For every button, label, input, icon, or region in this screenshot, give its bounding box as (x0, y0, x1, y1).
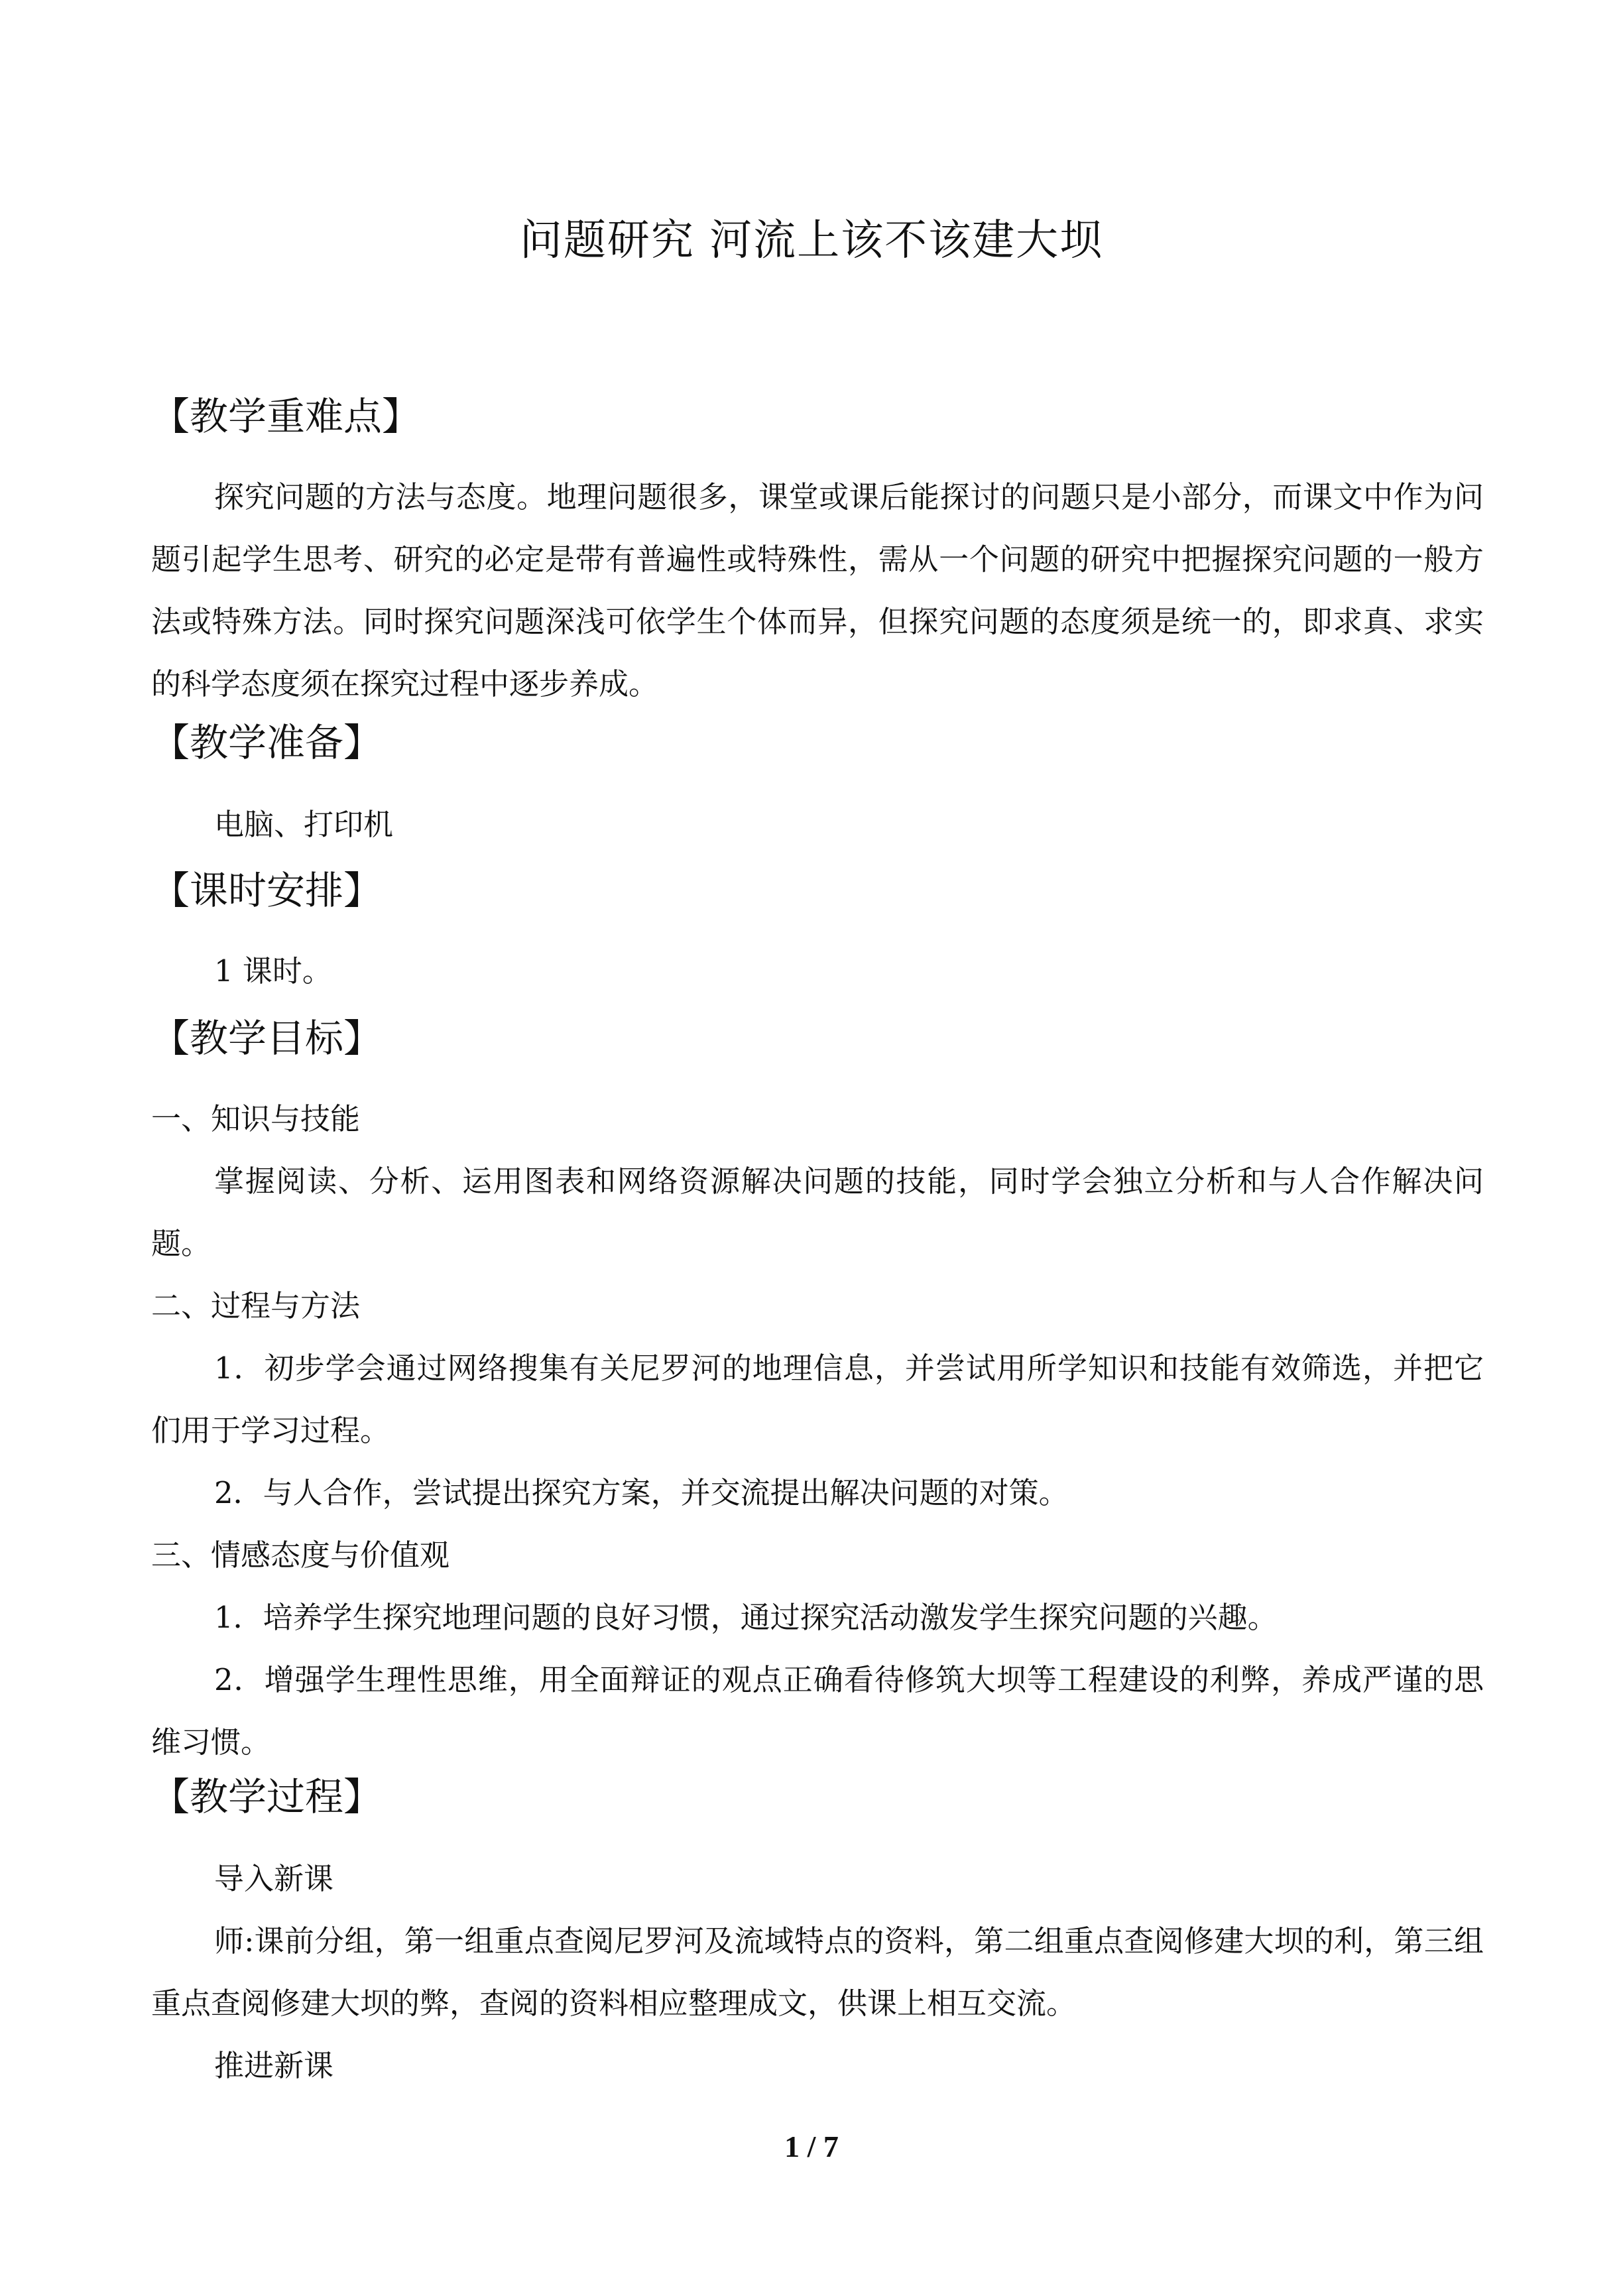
document-title: 问题研究 河流上该不该建大坝 (519, 216, 1104, 265)
preparation-text: 电脑、打印机 (214, 807, 394, 842)
objectives-knowledge-text: 掌握阅读、分析、运用图表和网络资源解决问题的技能，同时学会独立分析和与人合作解决问题。 (151, 1164, 1484, 1261)
heading-schedule: 【课时安排】 (151, 868, 383, 913)
process-intro-label: 导入新课 (214, 1861, 334, 1896)
objectives-emotion-title: 三、情感态度与价值观 (151, 1538, 450, 1573)
objectives-process-title: 二、过程与方法 (151, 1288, 361, 1323)
page-indicator: 1 / 7 (784, 2130, 839, 2163)
schedule-text: 1 课时。 (214, 953, 332, 989)
heading-preparation: 【教学准备】 (151, 720, 383, 765)
process-teacher-text: 师:课前分组，第一组重点查阅尼罗河及流域特点的资料，第二组重点查阅修建大坝的利，第三组重点查阅修建大坝的弊，查阅的资料相应整理成文，供课上相互交流。 (151, 1923, 1484, 2021)
heading-difficulty: 【教学重难点】 (151, 394, 421, 439)
objectives-emotion-item2: 2．增强学生理性思维，用全面辩证的观点正确看待修筑大坝等工程建设的利弊，养成严谨的思维习惯。 (151, 1662, 1484, 1760)
difficulty-paragraph: 探究问题的方法与态度。地理问题很多，课堂或课后能探讨的问题只是小部分，而课文中作为问题引起学生思考、研究的必定是带有普遍性或特殊性，需从一个问题的研究中把握探究问题的一般方法或特殊方法。同时探究问题深浅可依学生个体而异，但探究问题的态度须是统一的，即求真、求实的科学态度须在探究过程中逐步养成。 (151, 479, 1484, 701)
objectives-emotion-item1: 1．培养学生探究地理问题的良好习惯，通过探究活动激发学生探究问题的兴趣。 (214, 1600, 1278, 1635)
heading-process: 【教学过程】 (151, 1774, 383, 1819)
process-advance-label: 推进新课 (214, 2048, 334, 2083)
objectives-process-item1: 1．初步学会通过网络搜集有关尼罗河的地理信息，并尝试用所学知识和技能有效筛选，并把它们用于学习过程。 (151, 1351, 1484, 1448)
heading-objectives: 【教学目标】 (151, 1016, 383, 1061)
objectives-knowledge-title: 一、知识与技能 (151, 1101, 361, 1136)
objectives-process-item2: 2．与人合作，尝试提出探究方案，并交流提出解决问题的对策。 (214, 1475, 1069, 1510)
